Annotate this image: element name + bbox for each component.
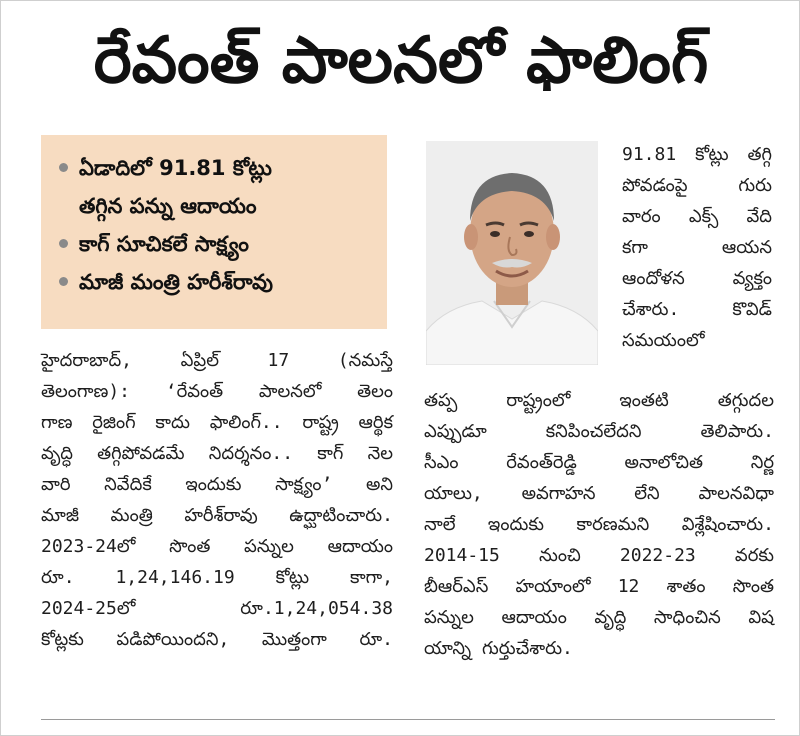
- highlights-list: [57, 149, 379, 301]
- highlights-box: [41, 135, 387, 329]
- right-column-bottom: [424, 385, 774, 664]
- article-text: 91.81 కోట్లు తగ్గి పోవడంపై గురు వారం ఎక్స్ వేది కగా ఆయన ఆందోళన వ్యక్తం చేశారు. కొవిడ్ సమయంలో: [622, 144, 772, 351]
- bullet-icon: [59, 239, 68, 248]
- highlight-item-continuation: తగ్గిన పన్ను ఆదాయం: [79, 194, 257, 218]
- headline: రేవంత్ పాలనలో ఫాలింగ్: [93, 24, 709, 98]
- article-text: తప్ప రాష్ట్రంలో ఇంతటి తగ్గుదల ఎప్పుడూ కనిపించలేదని తెలిపారు. సీఎం రేవంత్‌రెడ్డి అనాలోచిత నిర్ణ యాలు, అవగాహన లేని పాలనవిధా నాలే ఇందుకు కారణమని విశ్లేషించారు. 2014-15 నుంచి 2022-23 వరకు బీఆర్‌ఎస్ హయాంలో 12 శాతం సొంత పన్నుల ఆదాయం వృద్ధి సాధించిన విష యాన్ని గుర్తుచేశారు.: [424, 390, 774, 659]
- left-column: [41, 345, 393, 655]
- person-photo: [426, 141, 598, 365]
- bullet-icon: [59, 277, 68, 286]
- bullet-icon: [59, 163, 68, 172]
- right-column-top: [622, 139, 772, 356]
- article-text: హైదరాబాద్, ఏప్రిల్ 17 (నమస్తే తెలంగాణ): ‘రేవంత్ పాలనలో తెలం గాణ రైజింగ్ కాదు ఫాలింగ్.. రాష్ట్ర ఆర్థిక వృద్ధి తగ్గిపోవడమే నిదర్శనం.. కాగ్ నెల వారి నివేదికే ఇందుకు సాక్ష్యం’ అని మాజీ మంత్రి హరీశ్‌రావు ఉద్ఘాటించారు. 2023-24లో సొంత పన్నుల ఆదాయం రూ. 1,24,146.19 కోట్లు కాగా, 2024-25లో రూ.1,24,054.38 కోట్లకు పడిపోయిందని, మొత్తంగా రూ.: [41, 350, 393, 650]
- person-portrait-icon: [426, 141, 598, 365]
- bottom-divider: [41, 719, 775, 720]
- highlight-item: మాజీ మంత్రి హరీశ్‌రావు: [57, 263, 379, 301]
- highlight-item: ఏడాదిలో 91.81 కోట్లు: [57, 149, 379, 187]
- highlight-item: కాగ్ సూచికలే సాక్ష్యం: [57, 225, 379, 263]
